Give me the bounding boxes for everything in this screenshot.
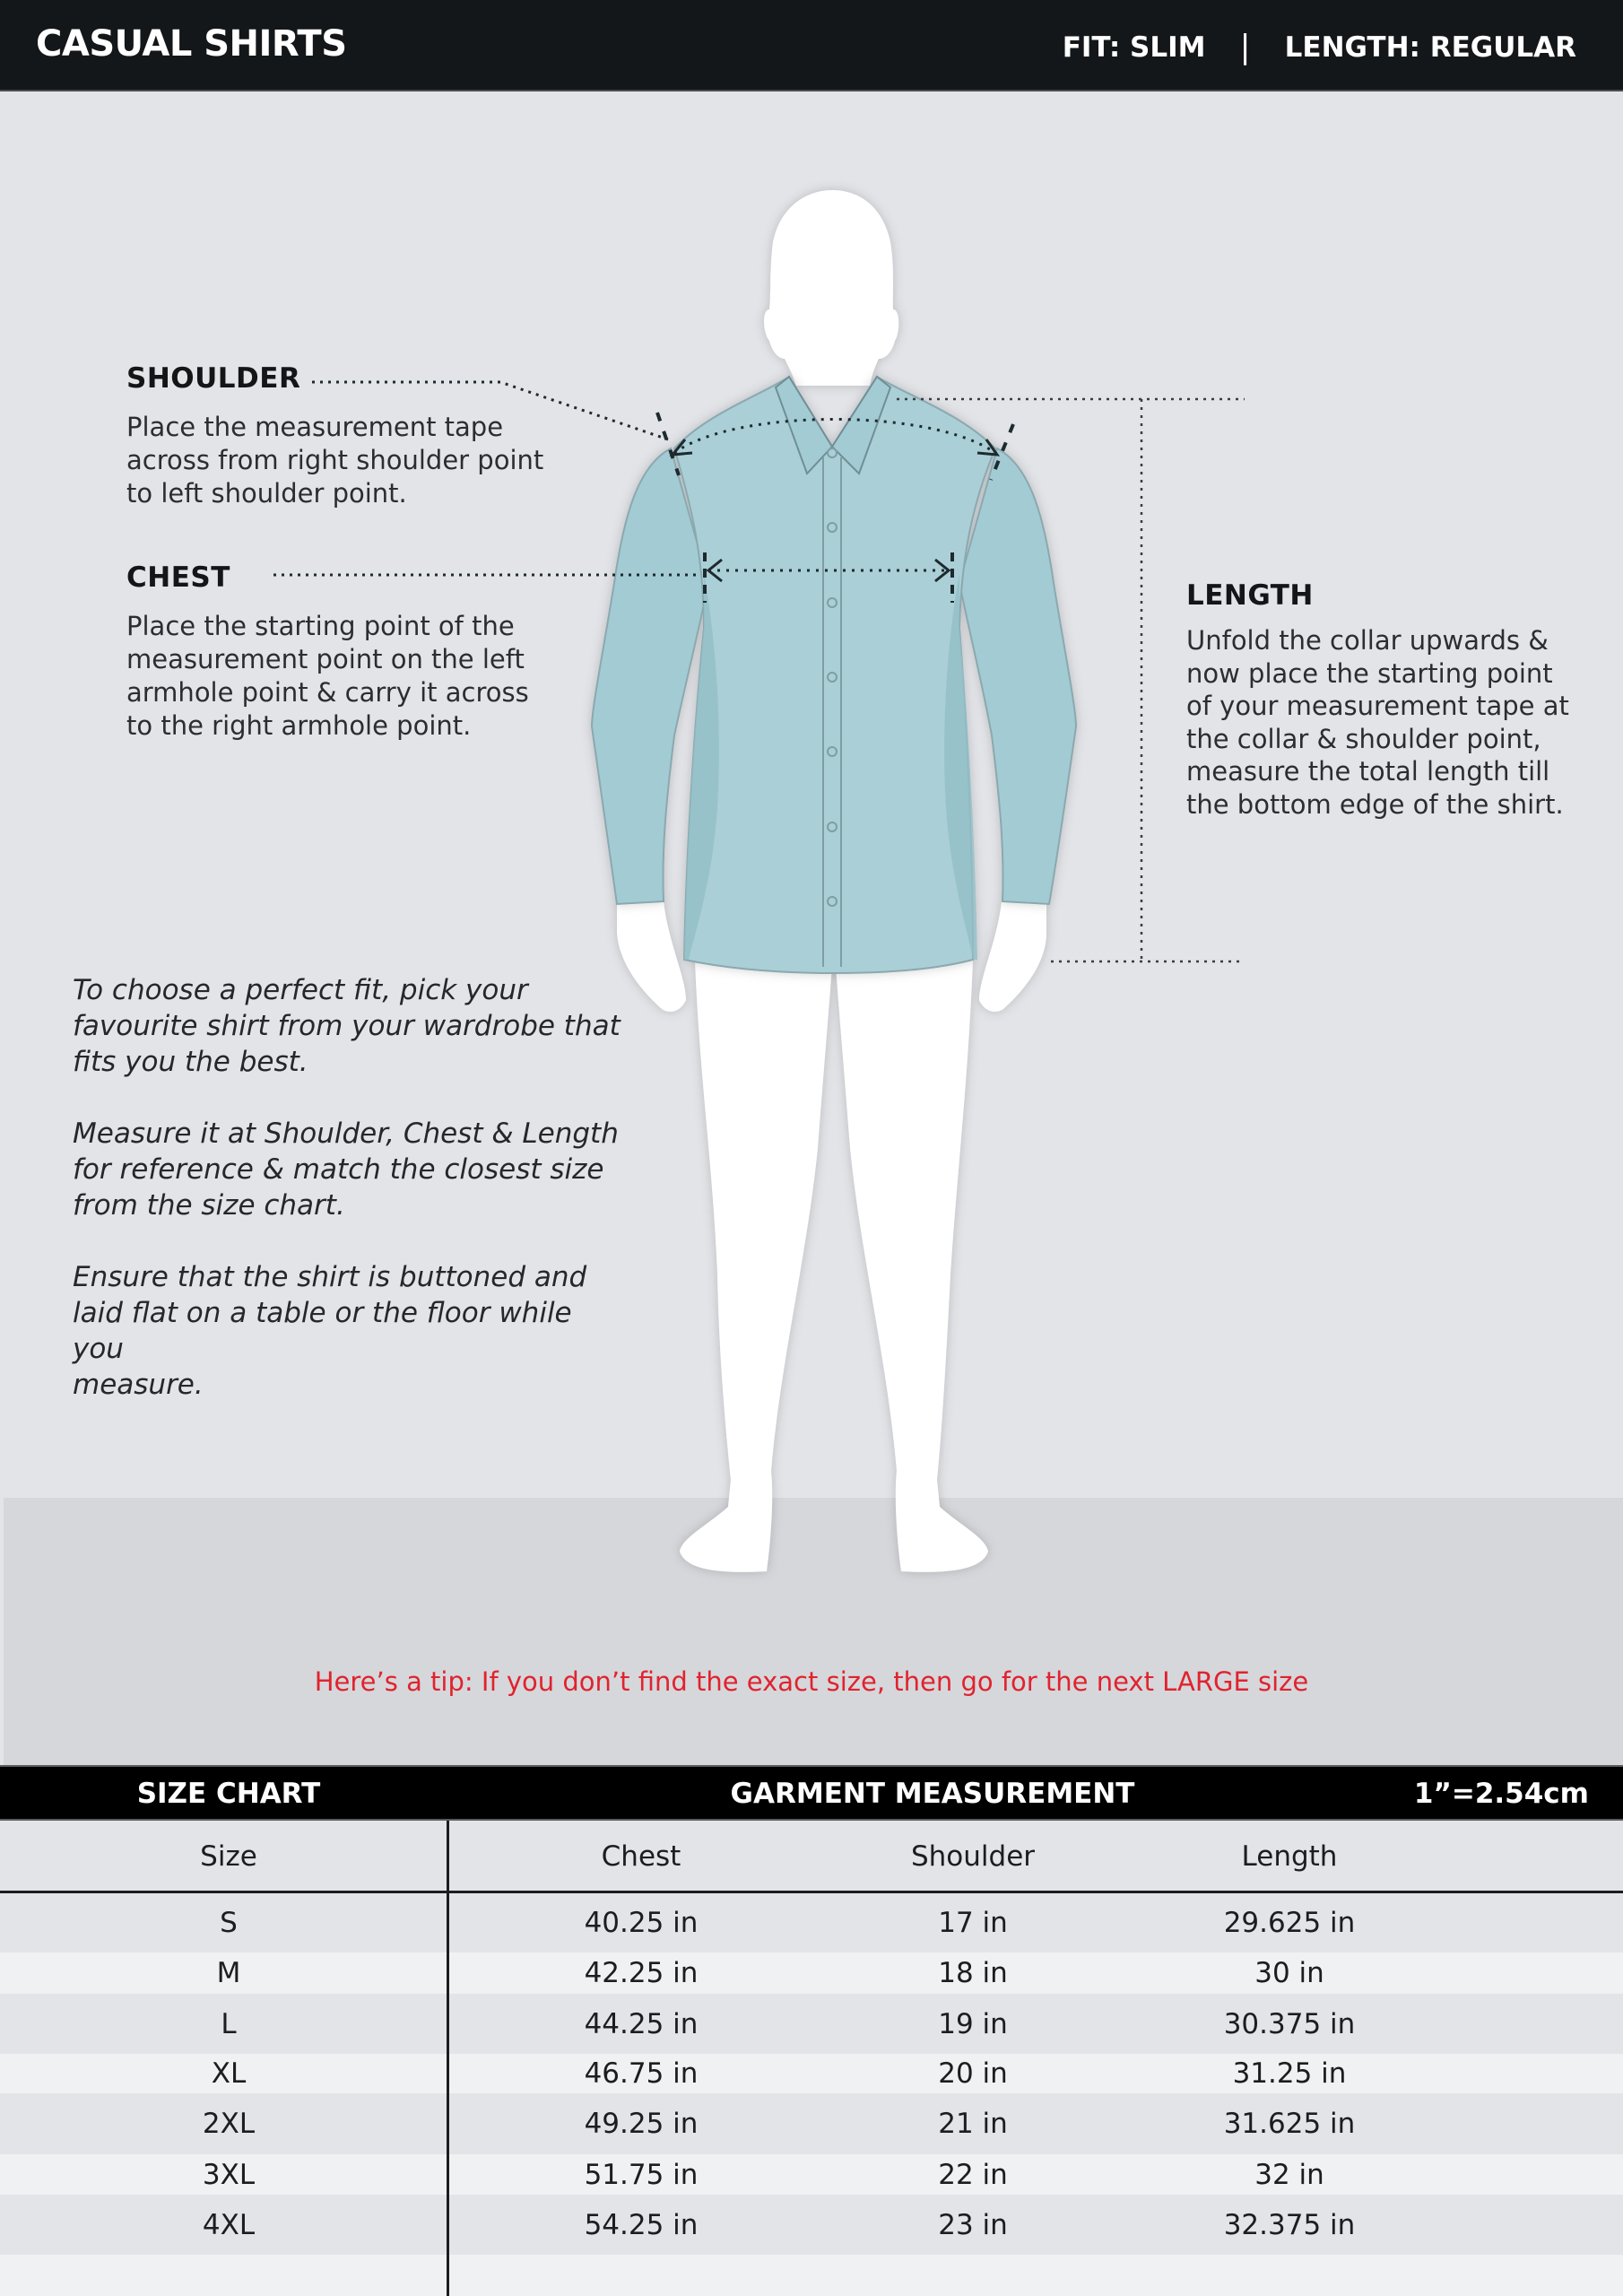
text-line: from the size chart. [73, 1189, 345, 1222]
size-chart-title: SIZE CHART [136, 1778, 321, 1810]
text-line: Measure it at Shoulder, Chest & Length [73, 1118, 619, 1150]
cell-length: 31.25 in [1232, 2057, 1347, 2090]
text-line: laid flat on a table or the floor while you [73, 1297, 572, 1365]
text-line: now place the starting point [1186, 657, 1553, 689]
tip-paragraph-3 [73, 1259, 629, 1403]
size-tip: Here’s a tip: If you don’t find the exact size, then go for the next LARGE size [314, 1666, 1309, 1697]
size-chart-header [0, 1765, 1623, 1821]
table-row [0, 1994, 1623, 2054]
shoulder-description [126, 411, 557, 510]
cell-size: M [216, 1957, 241, 1989]
cell-chest: 46.75 in [584, 2057, 699, 2090]
text-line: armhole point & carry it across [126, 677, 529, 708]
cell-length: 31.625 in [1223, 2108, 1356, 2140]
text-line: measure. [73, 1369, 204, 1401]
table-row [0, 2154, 1623, 2195]
page-title: CASUAL SHIRTS [36, 23, 347, 65]
table-row [0, 1952, 1623, 1994]
cell-shoulder: 17 in [938, 1907, 1008, 1939]
table-row [0, 2195, 1623, 2255]
cell-length: 30.375 in [1223, 2007, 1356, 2040]
text-line: Place the measurement tape [126, 412, 504, 442]
garment-measurement-title: GARMENT MEASUREMENT [730, 1778, 1135, 1810]
text-line: the bottom edge of the shirt. [1186, 788, 1564, 820]
text-line: measurement point on the left [126, 644, 525, 674]
tip-paragraph-1 [73, 972, 629, 1080]
table-row [0, 1893, 1623, 1952]
text-line: to the right armhole point. [126, 710, 472, 741]
shirt [592, 377, 1076, 973]
cell-length: 32.375 in [1223, 2208, 1356, 2241]
chest-description [126, 610, 557, 743]
length-instructions [1186, 579, 1599, 821]
cell-shoulder: 19 in [938, 2007, 1008, 2040]
text-line: the collar & shoulder point, [1186, 723, 1541, 754]
table-row-empty [0, 2255, 1623, 2296]
table-row [0, 2093, 1623, 2154]
fit-tips [73, 972, 629, 1439]
cell-size: 2XL [202, 2108, 256, 2140]
shoulder-instructions [126, 362, 557, 510]
cell-shoulder: 21 in [938, 2108, 1008, 2140]
tip-paragraph-2 [73, 1116, 629, 1223]
legs [680, 960, 988, 1572]
separator: | [1239, 29, 1251, 65]
fit-label: FIT: SLIM [1062, 30, 1206, 64]
text-line: to left shoulder point. [126, 478, 407, 509]
cell-chest: 44.25 in [584, 2007, 699, 2040]
cell-chest: 42.25 in [584, 1957, 699, 1989]
table-header-row [0, 1821, 1623, 1893]
size-table [0, 1821, 1623, 2296]
text-line: across from right shoulder point [126, 445, 544, 475]
text-line: favourite shirt from your wardrobe that [73, 1010, 621, 1042]
text-line: of your measurement tape at [1186, 691, 1569, 721]
cell-size: 3XL [202, 2158, 256, 2191]
shoulder-heading: SHOULDER [126, 362, 301, 395]
text-line: fits you the best. [73, 1046, 308, 1078]
cell-length: 29.625 in [1223, 1907, 1356, 1939]
length-label: LENGTH: REGULAR [1284, 30, 1576, 64]
cell-shoulder: 18 in [938, 1957, 1008, 1989]
text-line: Place the starting point of the [126, 611, 515, 641]
head [764, 190, 898, 386]
table-row [0, 2054, 1623, 2093]
cell-chest: 54.25 in [584, 2208, 699, 2241]
column-header-chest: Chest [601, 1840, 681, 1873]
text-line: measure the total length till [1186, 756, 1550, 787]
cell-chest: 49.25 in [584, 2108, 699, 2140]
cell-chest: 51.75 in [584, 2158, 699, 2191]
text-line: Ensure that the shirt is buttoned and [73, 1261, 587, 1293]
length-heading: LENGTH [1186, 579, 1314, 612]
cell-size: S [220, 1907, 238, 1939]
text-line: Unfold the collar upwards & [1186, 625, 1549, 656]
column-header-size: Size [200, 1840, 257, 1873]
column-divider [447, 1821, 449, 2296]
cell-size: XL [211, 2057, 247, 2090]
cell-chest: 40.25 in [584, 1907, 699, 1939]
cell-size: L [221, 2007, 237, 2040]
unit-conversion: 1”=2.54cm [1413, 1778, 1589, 1810]
column-header-length: Length [1241, 1840, 1338, 1873]
text-line: for reference & match the closest size [73, 1153, 604, 1186]
cell-shoulder: 23 in [938, 2208, 1008, 2241]
cell-length: 30 in [1254, 1957, 1324, 1989]
cell-size: 4XL [202, 2208, 256, 2241]
chest-instructions [126, 561, 557, 743]
cell-shoulder: 22 in [938, 2158, 1008, 2191]
chest-heading: CHEST [126, 561, 230, 594]
column-header-shoulder: Shoulder [910, 1840, 1036, 1873]
cell-length: 32 in [1254, 2158, 1324, 2191]
text-line: To choose a perfect fit, pick your [73, 974, 528, 1006]
length-description [1186, 624, 1599, 821]
cell-shoulder: 20 in [938, 2057, 1008, 2090]
